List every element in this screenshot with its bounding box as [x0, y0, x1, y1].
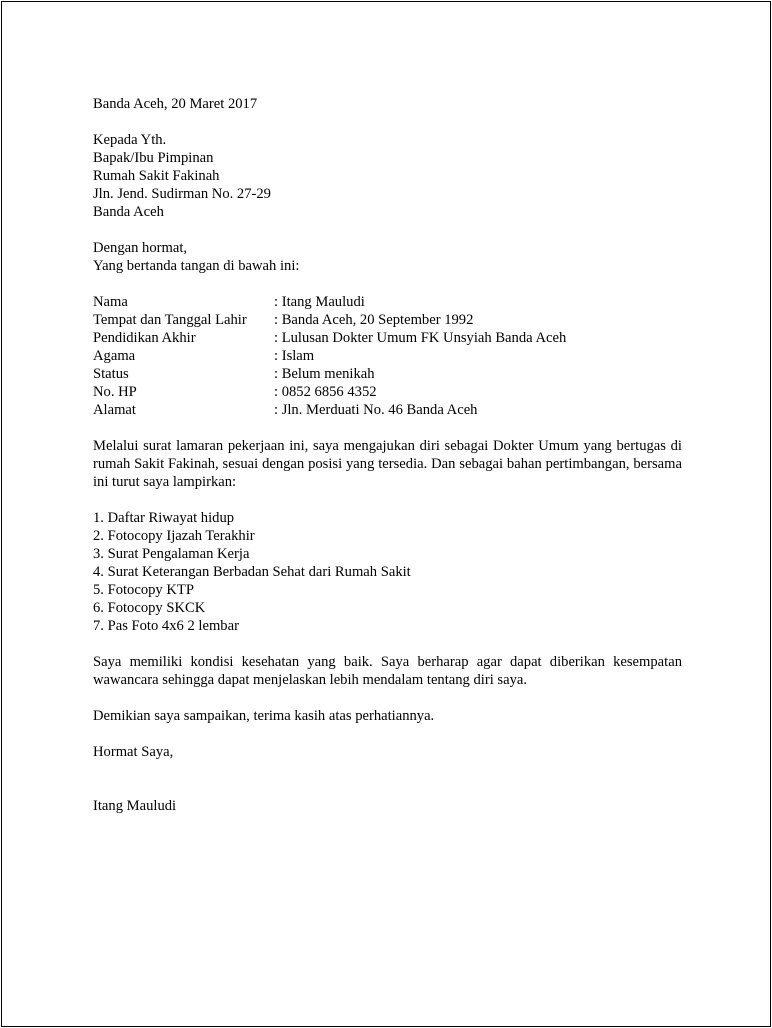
- recipient-line: Bapak/Ibu Pimpinan: [93, 150, 214, 166]
- recipient-line: Rumah Sakit Fakinah: [93, 168, 220, 184]
- attachment-list: [93, 509, 682, 635]
- field-row-pendidikan: [93, 329, 682, 347]
- closing-sentence: Demikian saya sampaikan, terima kasih atas perhatiannya.: [93, 708, 435, 724]
- attachment-item: 1. Daftar Riwayat hidup: [93, 510, 235, 526]
- field-row-nama: [93, 293, 682, 311]
- place-date: Banda Aceh, 20 Maret 2017: [93, 96, 258, 112]
- recipient-line: Jln. Jend. Sudirman No. 27-29: [93, 186, 271, 202]
- field-row-status: [93, 365, 682, 383]
- field-value: : Belum menikah: [274, 366, 375, 382]
- field-label: Agama: [93, 348, 136, 364]
- attachment-item: 5. Fotocopy KTP: [93, 582, 194, 598]
- field-value: : Jln. Merduati No. 46 Banda Aceh: [274, 402, 478, 418]
- field-label: Alamat: [93, 402, 136, 418]
- field-value: : Banda Aceh, 20 September 1992: [274, 312, 474, 328]
- field-value: : Lulusan Dokter Umum FK Unsyiah Banda Aceh: [274, 330, 567, 346]
- field-label: Status: [93, 366, 129, 382]
- attachment-item: 2. Fotocopy Ijazah Terakhir: [93, 528, 255, 544]
- attachment-item: 7. Pas Foto 4x6 2 lembar: [93, 618, 239, 634]
- recipient-block: [93, 131, 682, 221]
- closing-salutation: Hormat Saya,: [93, 744, 174, 760]
- signature-name: Itang Mauludi: [93, 798, 177, 814]
- attachment-item: 4. Surat Keterangan Berbadan Sehat dari Rumah Sakit: [93, 564, 411, 580]
- field-label: Nama: [93, 294, 128, 310]
- attachment-item: 6. Fotocopy SKCK: [93, 600, 206, 616]
- application-paragraph: Melalui surat lamaran pekerjaan ini, saya mengajukan diri sebagai Dokter Umum yang bertugas di rumah Sakit Fakinah, sesuai dengan posisi yang tersedia. Dan sebagai bahan pertimbangan, bersama ini turut saya lampirkan:: [93, 438, 682, 490]
- field-value: : Itang Mauludi: [274, 294, 365, 310]
- field-label: No. HP: [93, 384, 137, 400]
- field-value: : 0852 6856 4352: [274, 384, 377, 400]
- attachment-item: 3. Surat Pengalaman Kerja: [93, 546, 250, 562]
- letter-page: [1, 1, 771, 1027]
- field-row-agama: [93, 347, 682, 365]
- recipient-line: Banda Aceh: [93, 204, 164, 220]
- intro-text: Yang bertanda tangan di bawah ini:: [93, 258, 300, 274]
- letter-body: [93, 95, 682, 815]
- field-label: Tempat dan Tanggal Lahir: [93, 312, 247, 328]
- health-paragraph: Saya memiliki kondisi kesehatan yang baik. Saya berharap agar dapat diberikan kesempatan wawancara sehingga dapat menjelaskan lebih mendalam tentang diri saya.: [93, 654, 682, 688]
- field-row-hp: [93, 383, 682, 401]
- field-label: Pendidikan Akhir: [93, 330, 196, 346]
- recipient-line: Kepada Yth.: [93, 132, 167, 148]
- greeting: Dengan hormat,: [93, 240, 188, 256]
- field-row-alamat: [93, 401, 682, 419]
- applicant-details: [93, 293, 682, 419]
- field-value: : Islam: [274, 348, 315, 364]
- field-row-ttl: [93, 311, 682, 329]
